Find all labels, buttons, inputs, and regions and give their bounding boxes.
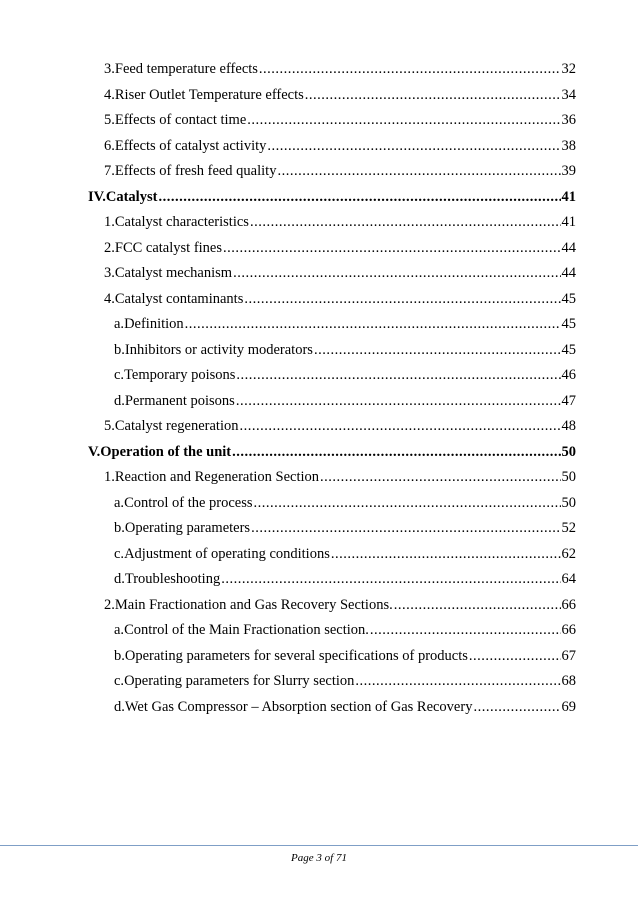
toc-entry[interactable] [114, 645, 576, 667]
toc-entry-number: d. [114, 698, 125, 715]
dot-leader [233, 262, 560, 284]
toc-entry[interactable] [104, 237, 576, 259]
dot-leader [221, 568, 560, 590]
toc-entry-title: Effects of fresh feed quality [114, 163, 277, 179]
dot-leader [314, 339, 561, 361]
toc-entry[interactable] [104, 466, 576, 488]
dot-leader [185, 313, 561, 335]
dot-leader [320, 466, 560, 488]
toc-entry-number: d. [114, 392, 125, 409]
toc-entry-number: V. [88, 443, 101, 460]
toc-entry-number: 3. [104, 265, 115, 281]
dot-leader [259, 58, 561, 80]
toc-entry-title: Wet Gas Compressor – Absorption section of Gas Recovery [124, 698, 473, 715]
toc-entry[interactable] [114, 670, 576, 692]
toc-entry-page: 34 [561, 86, 576, 103]
toc-entry-page: 36 [561, 112, 576, 128]
toc-entry[interactable] [114, 390, 576, 412]
toc-entry-number: 1. [104, 469, 115, 485]
toc-entry-page: 66 [561, 596, 576, 613]
dot-leader [469, 645, 561, 667]
toc-entry-title: Riser Outlet Temperature effects [114, 86, 304, 103]
toc-entry[interactable] [104, 135, 576, 157]
toc-entry-page: 32 [561, 61, 576, 77]
toc-entry-title: Catalyst characteristics [114, 214, 249, 230]
dot-leader [251, 517, 560, 539]
toc-entry-number: c. [114, 367, 125, 383]
toc-entry-number: a. [114, 316, 125, 332]
toc-entry-title: Control of the Main Fractionation section. [124, 622, 369, 638]
toc-entry-number: IV. [88, 188, 106, 205]
toc-entry-title: Temporary poisons [124, 367, 236, 383]
toc-entry-number: 5. [104, 418, 115, 434]
toc-entry[interactable] [104, 594, 576, 616]
toc-entry-title: Operation of the unit [100, 443, 232, 460]
toc-entry-page: 69 [561, 698, 576, 715]
toc-entry-number: 5. [104, 112, 115, 128]
toc-entry-page: 46 [561, 367, 576, 383]
toc-entry-title: Permanent poisons [124, 392, 235, 409]
toc-entry[interactable] [104, 415, 576, 437]
footer-divider [0, 845, 638, 846]
toc-entry-page: 38 [561, 137, 576, 154]
toc-entry-number: 4. [104, 86, 115, 103]
dot-leader [158, 186, 560, 208]
toc-entry[interactable] [104, 288, 576, 310]
dot-leader [355, 670, 560, 692]
toc-entry-number: 1. [104, 214, 115, 230]
page-number: Page 3 of 71 [291, 852, 347, 864]
toc-entry-page: 45 [561, 290, 576, 307]
toc-entry-number: 6. [104, 137, 115, 154]
dot-leader [473, 696, 560, 718]
toc-entry-number: 3. [104, 61, 115, 77]
toc-entry-number: 7. [104, 163, 115, 179]
toc-entry-title: Adjustment of operating conditions [124, 545, 330, 562]
dot-leader [247, 109, 560, 131]
toc-entry[interactable] [104, 58, 576, 80]
toc-entry[interactable] [104, 211, 576, 233]
toc-entry-title: Troubleshooting [124, 571, 221, 587]
dot-leader [236, 364, 560, 386]
toc-entry-number: b. [114, 341, 125, 358]
toc-entry-page: 44 [561, 239, 576, 256]
toc-entry[interactable] [104, 109, 576, 131]
toc-entry-number: 4. [104, 290, 115, 307]
toc-entry-title: Definition [124, 316, 184, 332]
toc-entry-number: 2. [104, 239, 115, 256]
toc-entry[interactable] [88, 186, 576, 208]
toc-entry-title: Main Fractionation and Gas Recovery Sections. [114, 596, 393, 613]
toc-entry[interactable] [114, 492, 576, 514]
dot-leader [250, 211, 561, 233]
toc-entry[interactable] [114, 543, 576, 565]
dot-leader [232, 441, 560, 463]
toc-entry[interactable] [114, 619, 576, 641]
toc-entry-number: c. [114, 545, 125, 562]
dot-leader [223, 237, 560, 259]
toc-entry-number: 2. [104, 596, 115, 613]
toc-entry-title: Feed temperature effects [114, 61, 258, 77]
toc-entry-page: 50 [561, 469, 576, 485]
dot-leader [244, 288, 560, 310]
toc-entry-title: Inhibitors or activity moderators [124, 341, 313, 358]
toc-entry-title: Operating parameters for Slurry section [124, 673, 355, 689]
toc-entry-title: Catalyst [105, 188, 158, 205]
toc-entry-title: FCC catalyst fines [114, 239, 223, 256]
toc-entry-page: 48 [561, 418, 576, 434]
toc-entry-title: Operating parameters [124, 520, 251, 536]
toc-entry[interactable] [104, 262, 576, 284]
dot-leader [254, 492, 561, 514]
toc-entry-page: 47 [561, 392, 576, 409]
toc-entry-number: b. [114, 520, 125, 536]
dot-leader [305, 84, 561, 106]
toc-entry-page: 39 [561, 163, 576, 179]
toc-entry-page: 41 [561, 188, 576, 205]
dot-leader [239, 415, 560, 437]
toc-entry-title: Catalyst mechanism [114, 265, 233, 281]
toc-entry[interactable] [88, 441, 576, 463]
dot-leader [236, 390, 561, 412]
toc-entry-page: 45 [561, 341, 576, 358]
toc-entry-number: d. [114, 571, 125, 587]
toc-entry-number: c. [114, 673, 125, 689]
toc-entry-page: 50 [561, 494, 576, 511]
toc-entry-page: 50 [561, 443, 576, 460]
toc-entry[interactable] [114, 568, 576, 590]
toc-entry-title: Effects of catalyst activity [114, 137, 267, 154]
dot-leader [394, 594, 561, 616]
toc-entry[interactable] [114, 339, 576, 361]
toc-entry-page: 62 [561, 545, 576, 562]
dot-leader [331, 543, 561, 565]
toc-entry-title: Effects of contact time [114, 112, 247, 128]
toc-entry-page: 64 [561, 571, 576, 587]
toc-entry[interactable] [114, 696, 576, 718]
toc-entry-page: 68 [561, 673, 576, 689]
toc-entry-title: Operating parameters for several specifications of products [124, 647, 468, 664]
toc-entry[interactable] [114, 517, 576, 539]
toc-entry-page: 66 [561, 622, 576, 638]
toc-entry[interactable] [114, 313, 576, 335]
toc-entry-title: Reaction and Regeneration Section [114, 469, 320, 485]
toc-entry-number: a. [114, 494, 125, 511]
dot-leader [370, 619, 561, 641]
toc-entry-number: a. [114, 622, 125, 638]
toc-entry-page: 45 [561, 316, 576, 332]
toc-entry[interactable] [104, 84, 576, 106]
toc-entry-title: Control of the process [124, 494, 253, 511]
toc-entry-page: 41 [561, 214, 576, 230]
toc-entry-number: b. [114, 647, 125, 664]
toc-entry-title: Catalyst contaminants [114, 290, 244, 307]
toc-entry-title: Catalyst regeneration [114, 418, 239, 434]
toc-entry-page: 44 [561, 265, 576, 281]
toc-entry[interactable] [104, 160, 576, 182]
toc-entry-page: 67 [561, 647, 576, 664]
toc-entry-page: 52 [561, 520, 576, 536]
toc-entry[interactable] [114, 364, 576, 386]
dot-leader [267, 135, 560, 157]
dot-leader [277, 160, 560, 182]
